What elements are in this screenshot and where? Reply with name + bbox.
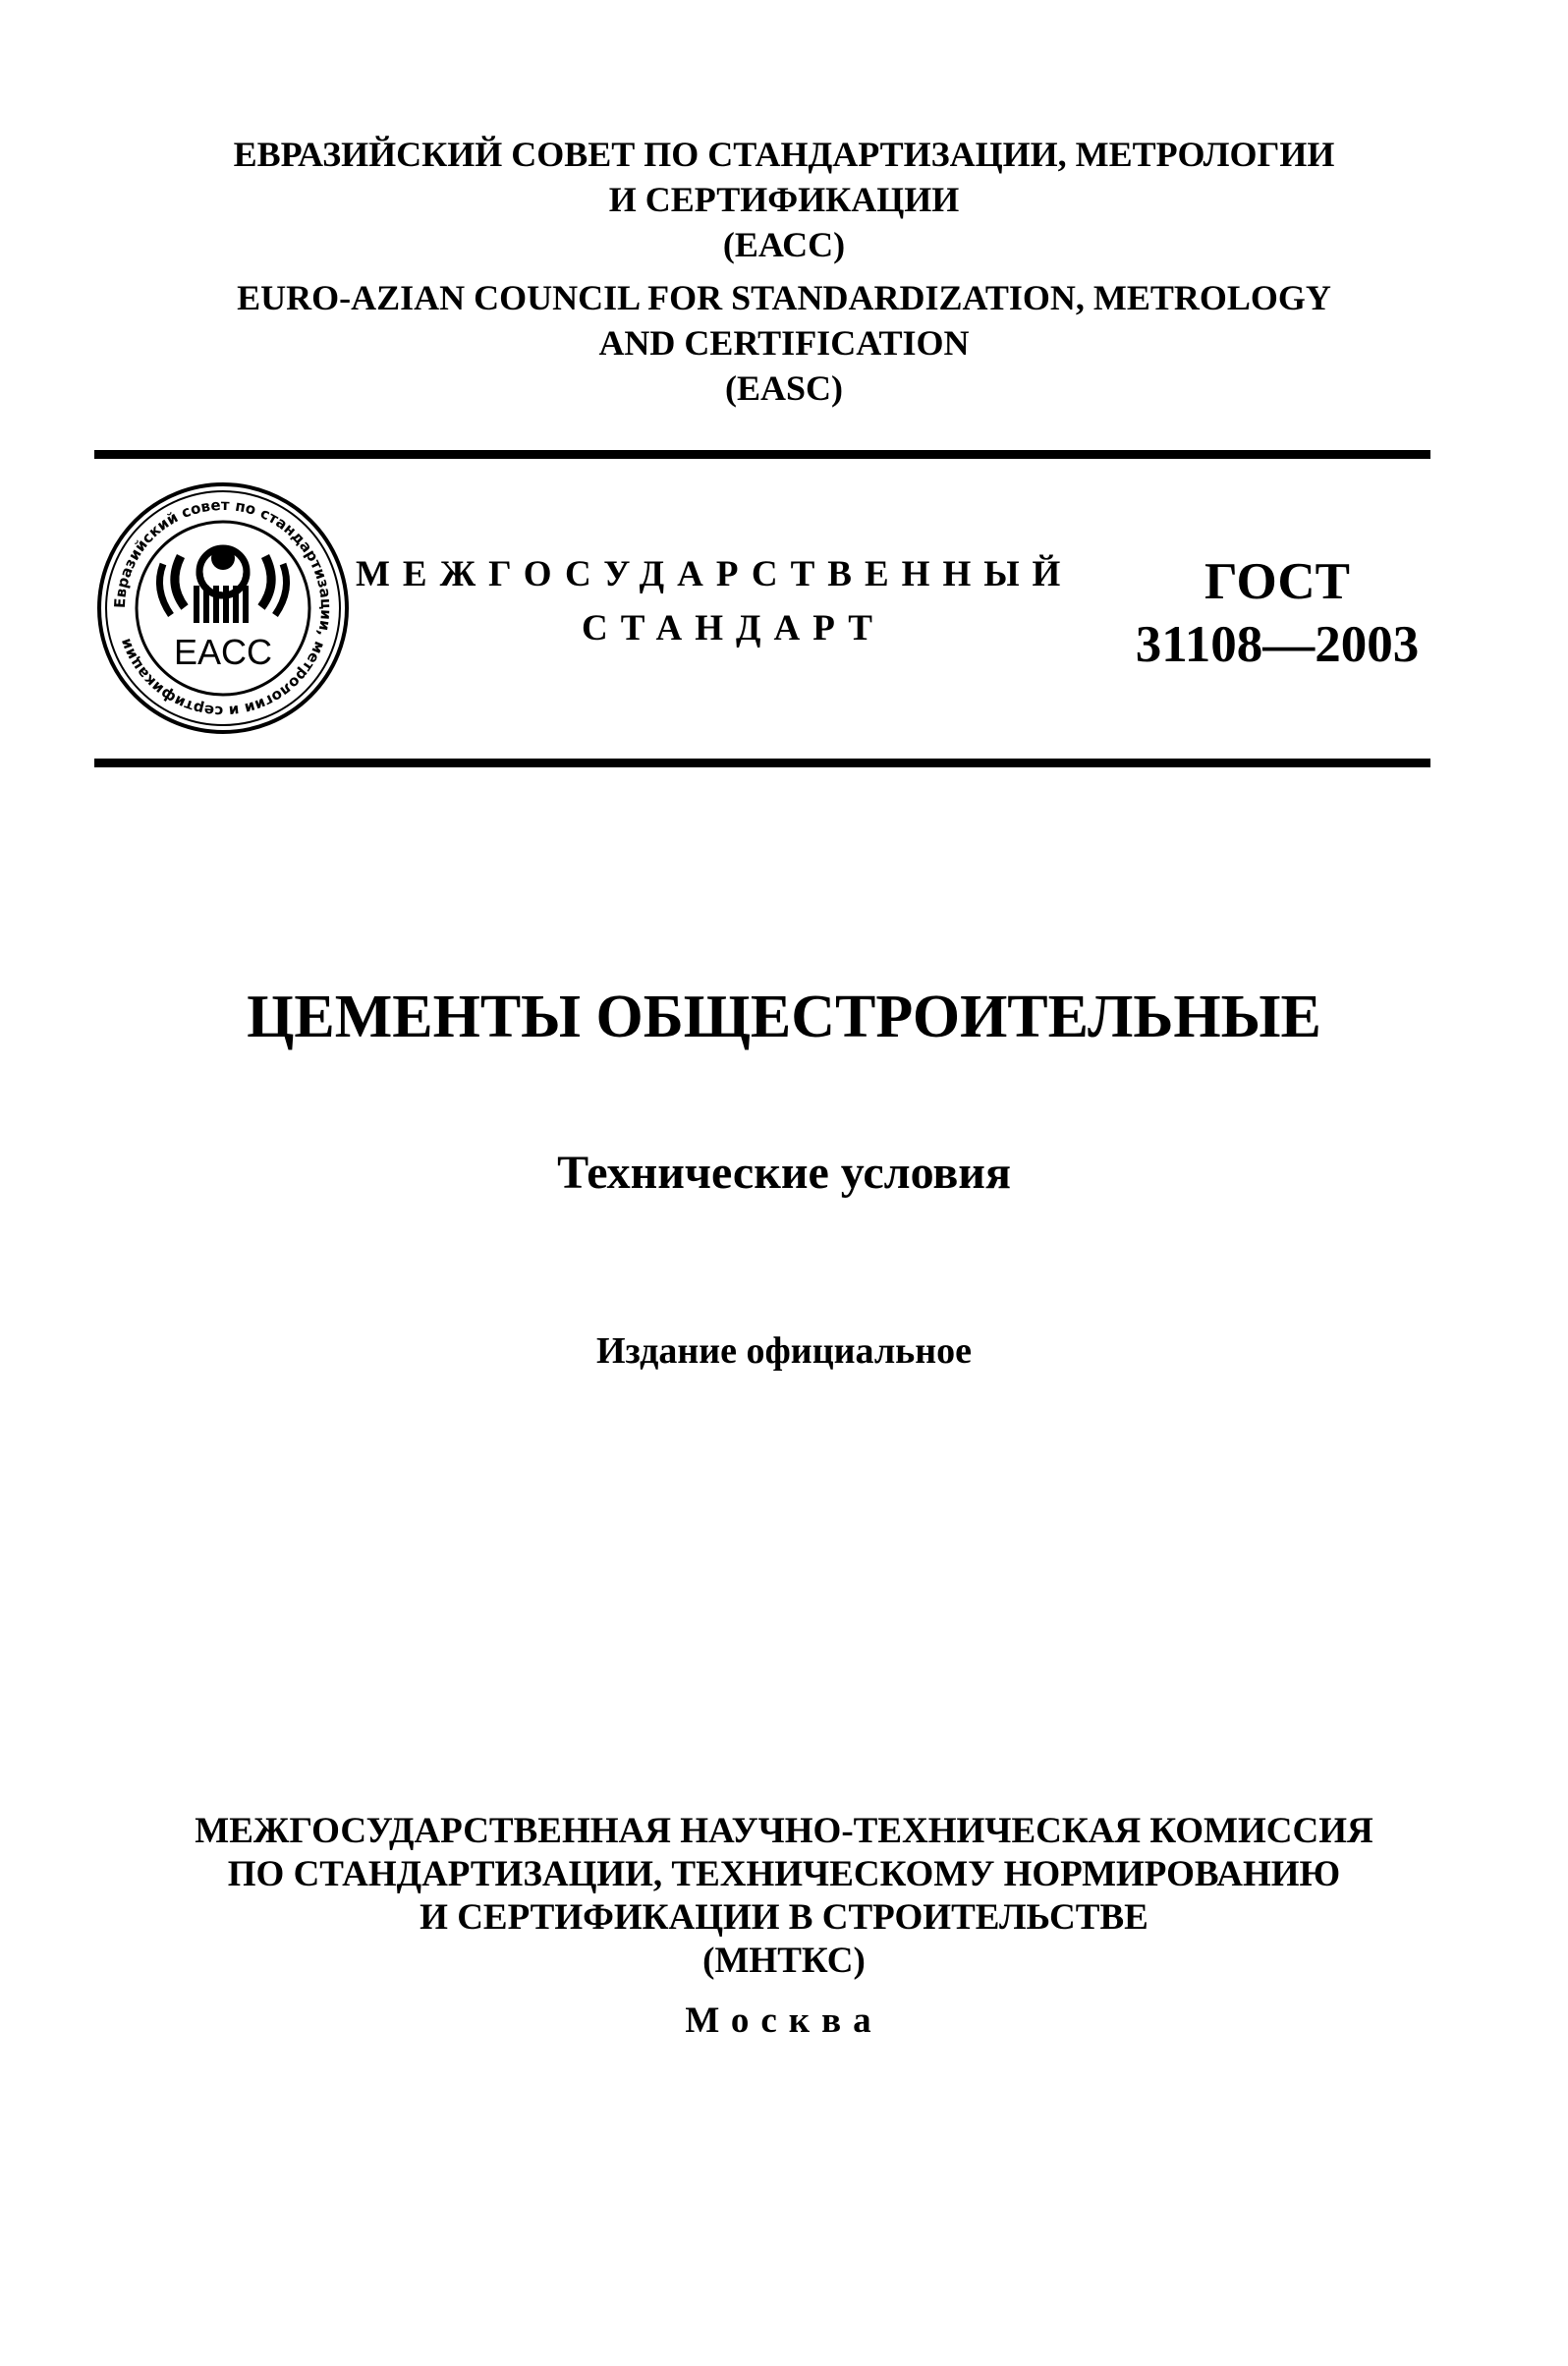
publication-city: Москва: [685, 2000, 883, 2041]
publisher-line3: И СЕРТИФИКАЦИИ В СТРОИТЕЛЬСТВЕ: [420, 1897, 1148, 1938]
council-header-ru-line2: И СЕРТИФИКАЦИИ: [608, 180, 960, 219]
eacc-seal-icon: [94, 479, 352, 737]
document-title: ЦЕМЕНТЫ ОБЩЕСТРОИТЕЛЬНЫЕ: [247, 984, 1321, 1050]
publisher-block: [0, 1810, 1568, 1983]
council-header-ru-line3: (ЕАСС): [722, 225, 846, 264]
council-header-ru: [0, 132, 1568, 267]
document-subtitle: Технические условия: [557, 1147, 1011, 1199]
council-header-en-line2: AND CERTIFICATION: [598, 323, 970, 363]
council-header-ru-line1: ЕВРАЗИЙСКИЙ СОВЕТ ПО СТАНДАРТИЗАЦИИ, МЕТРОЛОГИИ: [233, 135, 1335, 174]
standard-type-line2: СТАНДАРТ: [582, 608, 885, 648]
edition-label: Издание официальное: [595, 1330, 972, 1372]
seal-abbr: EACC: [173, 632, 273, 672]
top-divider: [94, 450, 1430, 459]
gost-designation: [1130, 550, 1425, 676]
council-header-en: [0, 275, 1568, 411]
publisher-line4: (МНТКС): [702, 1941, 866, 1981]
publisher-line2: ПО СТАНДАРТИЗАЦИИ, ТЕХНИЧЕСКОМУ НОРМИРОВАНИЮ: [227, 1854, 1341, 1894]
council-header-en-line3: (EASC): [724, 368, 843, 408]
publisher-line1: МЕЖГОСУДАРСТВЕННАЯ НАУЧНО-ТЕХНИЧЕСКАЯ КОМИССИЯ: [195, 1811, 1373, 1851]
gost-label: ГОСТ: [1204, 553, 1350, 610]
seal-ring-text: Евразийский совет по стандартизации, метрологии и сертификации: [110, 495, 336, 721]
gost-number: 31108—2003: [1135, 616, 1420, 673]
bottom-divider: [94, 759, 1430, 767]
council-header-en-line1: EURO-AZIAN COUNCIL FOR STANDARDIZATION, METROLOGY: [237, 278, 1331, 317]
standard-type-line1: МЕЖГОСУДАРСТВЕННЫЙ: [356, 554, 1074, 594]
